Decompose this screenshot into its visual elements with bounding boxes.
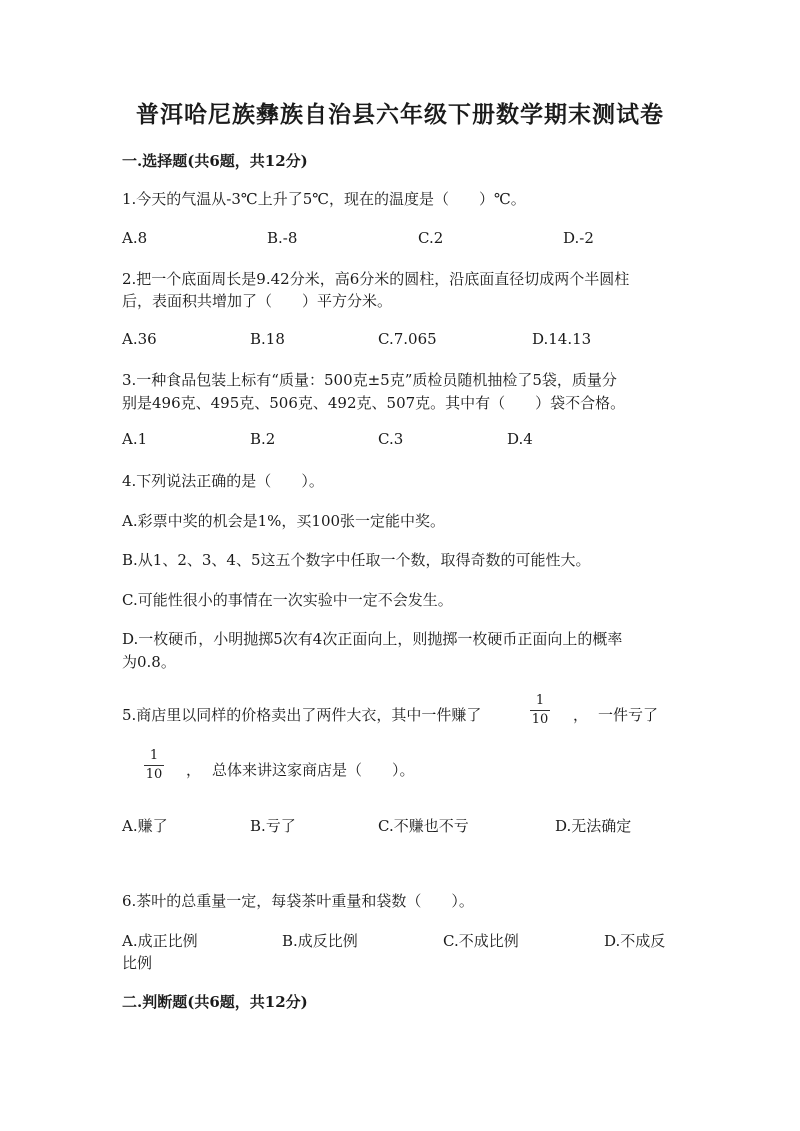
q1-option-a: A.8: [122, 229, 148, 247]
fraction-numerator: 1: [149, 748, 159, 763]
fraction-bar: [530, 710, 550, 711]
question-2-line-2: 后，表面积共增加了（ ）平方分米。: [122, 292, 393, 310]
question-5-part-2: 一件亏了: [598, 706, 659, 724]
section-heading-choice: 一.选择题(共6题，共12分): [122, 152, 308, 170]
q3-option-a: A.1: [122, 430, 148, 448]
q3-option-c: C.3: [378, 430, 404, 448]
question-3-line-2: 别是496克、495克、506克、492克、507克。其中有（ ）袋不合格。: [122, 394, 626, 412]
q6-option-c: C.不成比例: [443, 932, 519, 950]
q5-option-b: B.亏了: [250, 817, 296, 835]
question-6: 6.茶叶的总重量一定，每袋茶叶重量和袋数（ ）。: [122, 892, 474, 910]
fraction-bar: [144, 765, 164, 766]
q6-option-a: A.成正比例: [122, 932, 198, 950]
question-5-part-1: 5.商店里以同样的价格卖出了两件大衣，其中一件赚了: [122, 706, 482, 724]
question-4: 4.下列说法正确的是（ ）。: [122, 472, 324, 490]
question-2-line-1: 2.把一个底面周长是9.42分米，高6分米的圆柱，沿底面直径切成两个半圆柱: [122, 270, 630, 288]
question-5-part-3: 总体来讲这家商店是（ ）。: [212, 761, 415, 779]
q3-option-d: D.4: [507, 430, 533, 448]
question-5-comma-1: ，: [573, 706, 589, 724]
fraction-numerator: 1: [535, 693, 545, 708]
fraction-denominator: 10: [145, 767, 163, 782]
q4-option-c: C.可能性很小的事情在一次实验中一定不会发生。: [122, 591, 453, 609]
q4-option-d-line-2: 为0.8。: [122, 653, 176, 671]
section-heading-judgement: 二.判断题(共6题，共12分): [122, 993, 308, 1011]
q5-option-a: A.赚了: [122, 817, 168, 835]
q1-option-c: C.2: [418, 229, 444, 247]
fraction-one-tenth: [530, 694, 550, 727]
q2-option-a: A.36: [122, 330, 157, 348]
page-title: 普洱哈尼族彝族自治县六年级下册数学期末测试卷: [136, 101, 664, 128]
q4-option-b: B.从1、2、3、4、5这五个数字中任取一个数，取得奇数的可能性大。: [122, 551, 591, 569]
q6-option-b: B.成反比例: [282, 932, 358, 950]
question-1: 1.今天的气温从-3℃上升了5℃，现在的温度是（ ）℃。: [122, 190, 526, 208]
fraction-denominator: 10: [531, 712, 549, 727]
q6-option-d-wrap: 比例: [122, 954, 153, 972]
q2-option-d: D.14.13: [532, 330, 592, 348]
q1-option-d: D.-2: [563, 229, 594, 247]
fraction-one-tenth-2: [144, 749, 164, 782]
q5-option-d: D.无法确定: [555, 817, 632, 835]
q1-option-b: B.-8: [267, 229, 298, 247]
q4-option-a: A.彩票中奖的机会是1%，买100张一定能中奖。: [122, 512, 446, 530]
q2-option-c: C.7.065: [378, 330, 437, 348]
q3-option-b: B.2: [250, 430, 276, 448]
question-5-comma-2: ，: [186, 761, 202, 779]
q4-option-d-line-1: D.一枚硬币，小明抛掷5次有4次正面向上，则抛掷一枚硬币正面向上的概率: [122, 630, 623, 648]
question-3-line-1: 3.一种食品包装上标有“质量：500克±5克”质检员随机抽检了5袋，质量分: [122, 371, 617, 389]
q5-option-c: C.不赚也不亏: [378, 817, 469, 835]
q6-option-d: D.不成反: [604, 932, 666, 950]
q2-option-b: B.18: [250, 330, 285, 348]
